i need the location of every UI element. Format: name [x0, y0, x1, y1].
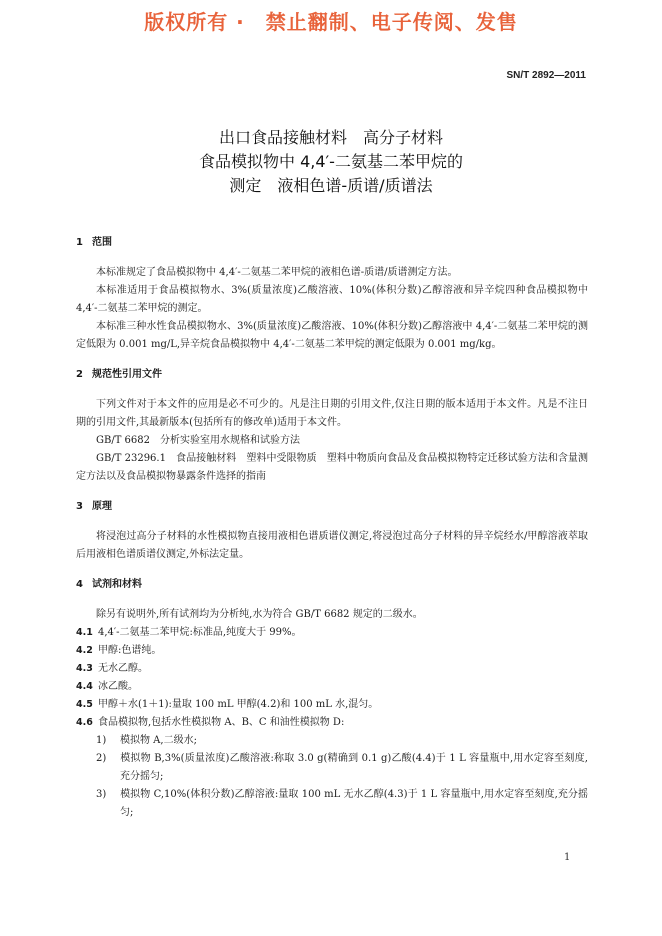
paragraph: 本标准三种水性食品模拟物水、3%(质量浓度)乙酸溶液、10%(体积分数)乙醇溶液中 4,4′-二氨基二苯甲烷的测定低限为 0.001 mg/L,异辛烷食品模拟物中 4,4′-二氨基二苯甲烷的测定低限为 0.001 mg/kg。 [76, 321, 588, 350]
paragraph: 除另有说明外,所有试剂均为分析纯,水为符合 GB/T 6682 规定的二级水。 [96, 609, 423, 620]
document-body [76, 234, 588, 822]
section-number: 4 [76, 579, 83, 590]
title-line-3: 测定 液相色谱-质谱/质谱法 [229, 176, 433, 195]
list-item: 4.6 食品模拟物,包括水性模拟物 A、B、C 和油性模拟物 D: [76, 717, 345, 728]
standard-code: SN/T 2892—2011 [506, 70, 586, 81]
section-heading-references [76, 366, 588, 384]
section-heading-reagents [76, 576, 588, 594]
section-title: 试剂和材料 [92, 579, 142, 590]
list-item: 4.3 无水乙醇。 [76, 663, 148, 674]
section-title: 范围 [92, 237, 112, 248]
sub-list-item: 3) 模拟物 C,10%(体积分数)乙醇溶液:量取 100 mL 无水乙醇(4.3)于 1 L 容量瓶中,用水定容至刻度,充分摇匀; [96, 789, 588, 818]
list-item: 4.1 4,4′-二氨基二苯甲烷:标准品,纯度大于 99%。 [76, 627, 302, 638]
section-number: 2 [76, 369, 83, 380]
section-title: 规范性引用文件 [92, 369, 162, 380]
section-number: 3 [76, 501, 83, 512]
sub-list-item: 2) 模拟物 B,3%(质量浓度)乙酸溶液:称取 3.0 g(精确到 0.1 g)乙酸(4.4)于 1 L 容量瓶中,用水定容至刻度,充分摇匀; [96, 753, 588, 782]
section-title: 原理 [92, 501, 112, 512]
document-title [0, 126, 662, 198]
section-heading-principle [76, 498, 588, 516]
title-line-2: 食品模拟物中 4,4′-二氨基二苯甲烷的 [199, 152, 463, 171]
title-line-1: 出口食品接触材料 高分子材料 [218, 128, 443, 147]
reference-entry: GB/T 23296.1 食品接触材料 塑料中受限物质 塑料中物质向食品及食品模拟物特定迁移试验方法和含量测定方法以及食品模拟物暴露条件选择的指南 [76, 453, 588, 482]
section-heading-scope [76, 234, 588, 252]
paragraph: 将浸泡过高分子材料的水性模拟物直接用液相色谱质谱仪测定,将浸泡过高分子材料的异辛烷经水/甲醇溶液萃取后用液相色谱质谱仪测定,外标法定量。 [76, 531, 588, 560]
paragraph: 下列文件对于本文件的应用是必不可少的。凡是注日期的引用文件,仅注日期的版本适用于本文件。凡是不注日期的引用文件,其最新版本(包括所有的修改单)适用于本文件。 [76, 399, 588, 428]
copyright-watermark: 版权所有 · 禁止翻制、电子传阅、发售 [144, 10, 518, 34]
sub-list-item: 1) 模拟物 A,二级水; [96, 735, 197, 746]
reference-entry: GB/T 6682 分析实验室用水规格和试验方法 [96, 435, 301, 446]
list-item: 4.5 甲醇＋水(1＋1):量取 100 mL 甲醇(4.2)和 100 mL 水,混匀。 [76, 699, 379, 710]
paragraph: 本标准规定了食品模拟物中 4,4′-二氨基二苯甲烷的液相色谱-质谱/质谱测定方法。 [96, 267, 458, 278]
section-number: 1 [76, 237, 83, 248]
list-item: 4.4 冰乙酸。 [76, 681, 138, 692]
list-item: 4.2 甲醇:色谱纯。 [76, 645, 162, 656]
paragraph: 本标准适用于食品模拟物水、3%(质量浓度)乙酸溶液、10%(体积分数)乙醇溶液和异辛烷四种食品模拟物中 4,4′-二氨基二苯甲烷的测定。 [76, 285, 588, 314]
page-number: 1 [564, 852, 571, 863]
